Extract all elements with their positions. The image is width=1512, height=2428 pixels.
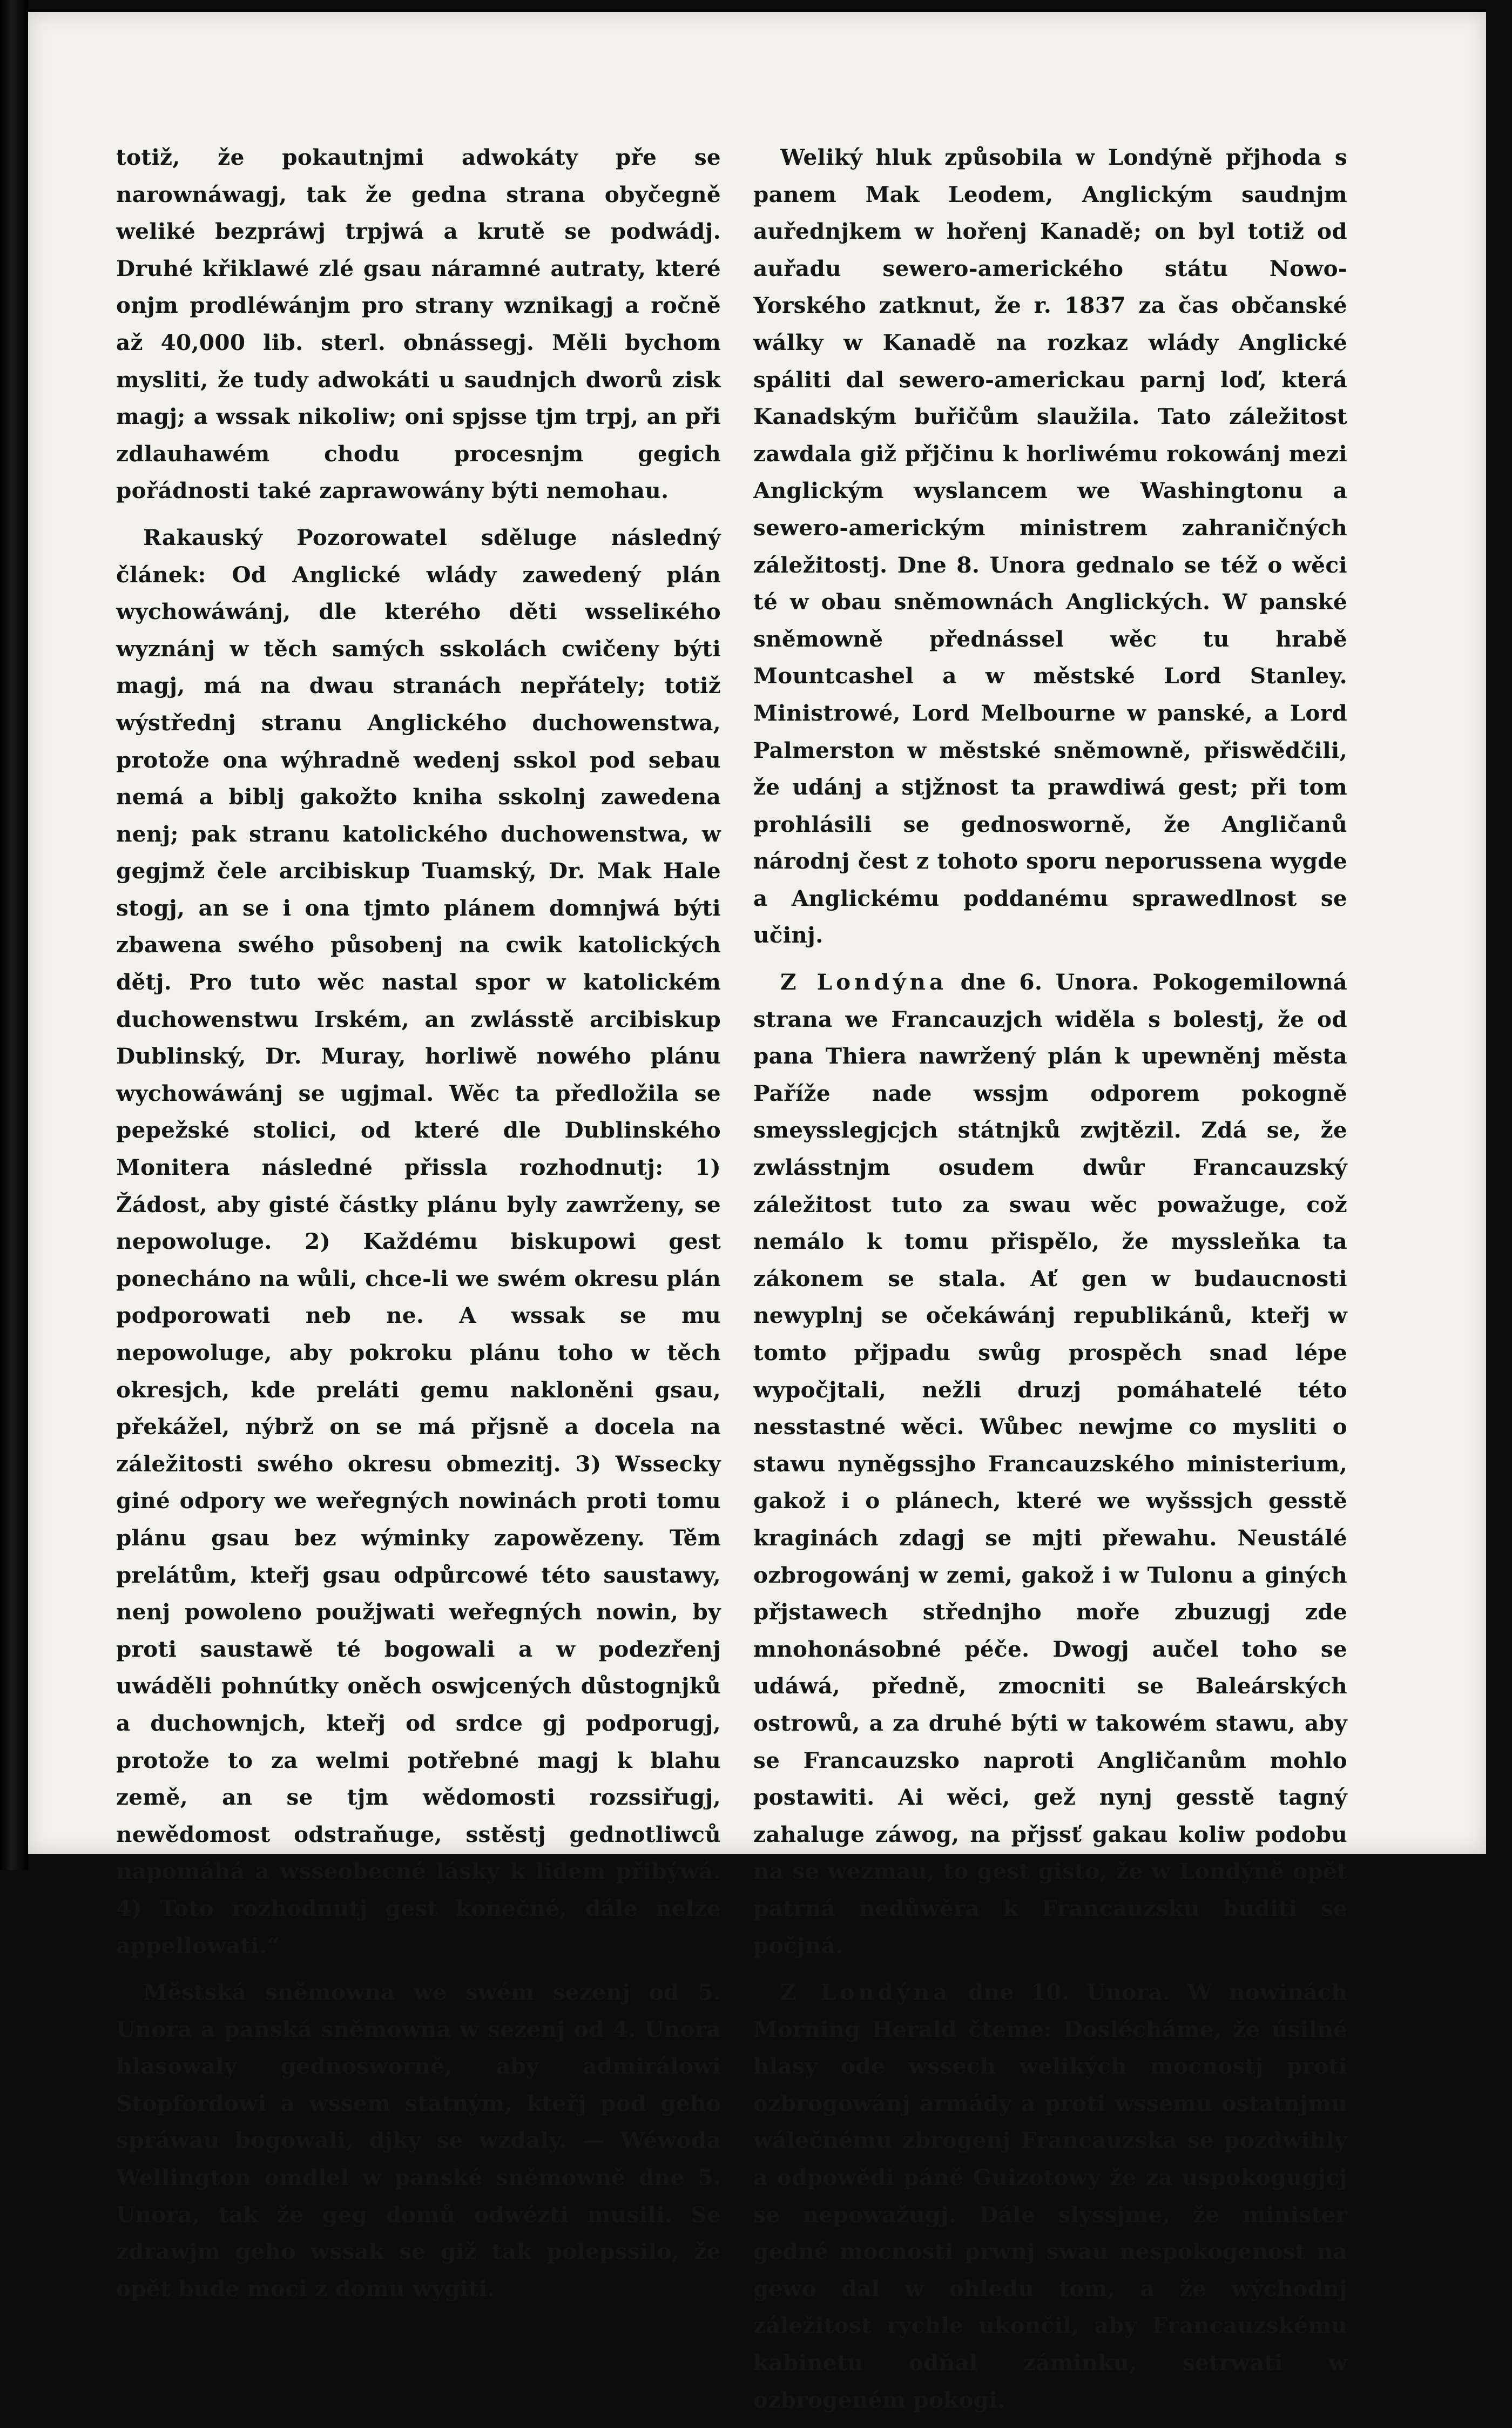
right-column [753,139,1347,2428]
newspaper-page [28,12,1486,2413]
dateline-place: Z Londýna [780,1979,951,2006]
article-paragraph: Weliký hluk způsobila w Londýně přjhoda s panem Mak Leodem, Anglickým saudnjm auřednjkem w hořenj Kanadě; on byl totiž od auřadu sewero-amerického státu Nowo-Yorského zatknut, že r. 1837 za čas občanské wálky w Kanadě na rozkaz wlády Anglické spáliti dal sewero-americkau parnj loď, která Kanadským buřičům slaužila. Tato záležitost zawdala giž přjčinu k horliwému rokowánj mezi Anglickým wyslancem we Washingtonu a sewero-americkým ministrem zahraničných záležitostj. Dne 8. Unora gednalo se též o wěci té w obau sněmownách Anglických. W panské sněmowně přednássel wěc tu hrabě Mountcashel a w městské Lord Stanley. Ministrowé, Lord Melbourne w panské, a Lord Palmerston w městské sněmowně, přiswědčili, že udánj a stjžnost ta prawdiwá gest; při tom prohlásili se gednosworně, že Angličanů národnj čest z tohoto sporu neporussena wygde a Anglickému poddanému sprawedlnost se učinj. [753,144,1347,949]
left-column [116,139,721,2317]
article-paragraph [753,1974,1347,2418]
article-paragraph: totiž, že pokautnjmi adwokáty pře se narownáwagj, tak že gedna strana obyčegně weliké bezpráwj trpjwá a krutě se podwádj. Druhé křiklawé zlé gsau náramné autraty, které onjm prodléwánjm pro strany wznikagj a ročně až 40,000 lib. sterl. obnássegj. Měli bychom mysliti, že tudy adwokáti u saudnjch dworů zisk magj; a wssak nikoliw; oni spjsse tjm trpj, an při zdlauhawém chodu procesnjm gegich pořádnosti také zaprawowány býti nemohau. [116,144,721,504]
article-paragraph [753,964,1347,1964]
dateline-place: Z Londýna [780,969,948,996]
scan-left-edge [0,0,28,1870]
paragraph-body: dne 6. Unora. Pokogemilowná strana we Francauzjch widěla s bolestj, že od pana Thiera nawržený plán k upewněnj města Paříže nade wssjm odporem pokogně smeysslegjcjch státnjků zwjtězil. Zdá se, že zwlásstnjm osudem dwůr Francauzský záležitost tuto za swau wěc powažuge, což nemálo k tomu přispělo, že myssleňka ta zákonem se stala. Ať gen w budaucnosti newyplnj se očekáwánj republikánů, kteřj w tomto přjpadu swůg prospěch snad lépe wypočjtali, nežli druzj pomáhatelé této nesstastné wěci. Wůbec newjme co mysliti o stawu nyněgssjho Francauzského ministerium, gakož i o plánech, které we wyšssjch gesstě kraginách zdagj se mjti přewahu. Neustálé ozbrogowánj w zemi, gakož i w Tulonu a giných přjstawech střednjho moře zbuzugj zde mnohonásobné péče. Dwogj aučel toho se udáwá, předně, zmocniti se Baleárských ostrowů, a za druhé býti w takowém stawu, aby se Francauzsko naproti Angličanům mohlo postawiti. Ai wěci, gež nynj gesstě tagný zahaluge záwog, na přjssť gakau koliw podobu na se wezmau, to gest gisto, že w Londýně opět patrná nedůwěra k Francauzsku buditi se počjná. [753,969,1348,1959]
article-paragraph: Městská sněmowna we swém sezenj od 5. Unora a panská sněmowna w sezenj od 4. Unora hlasowaly gednosworně, aby admirálowi Stopfordowi a wssem statným, kteřj pod geho spráwau bogowali, djky se wzdaly. — Wéwoda Wellington omdlel w panské sněmowně dne 5. Unora, tak že geg domů odwézti musili. Se zdrawjm geho wssak se giž tak polepssilo, že opět bude moci z domu wygiti. [116,1979,721,2302]
paragraph-body: dne 10. Unora. W nowinách Morning Herald čteme: Doslécháme, že úsilné hlasy ode wssech welikých mocnostj proti ozbrogowánj armády a proti wssemu ostatnjmu wálečnému zbrogenj Francauzska se pozdwihly a odpowědi páně Guizotowy že za uspokogugjcj se nepowažugj. Dále slyssjme, že minister gedné mocnosti prwnj swau nespokogenost na gewo dal w ohledu tom, a že wýchodnj záležitost rychle ukončil, aby Francauzskému kabinetu odňal záminku, setrwati w ozbrogeném pokogi. [753,1979,1347,2413]
article-paragraph: Rakauský Pozorowatel sděluge následný článek: Od Anglické wlády zawedený plán wychowáwánj, dle kterého děti wsseliкého wyznánj w těch samých sskolách cwičeny býti magj, má na dwau stranách nepřátely; totiž wýstřednj stranu Anglického duchowenstwa, protože ona wýhradně wedenj sskol pod sebau nemá a biblj gakožto kniha sskolnj zawedena nenj; pak stranu katolického duchowenstwa, w gegjmž čele arcibiskup Tuamský, Dr. Mak Hale stogj, an se i ona tjmto plánem domnjwá býti zbawena swého působenj na cwik katolických dětj. Pro tuto wěc nastal spor w katolickém duchowenstwu Irském, an zwlásstě arcibiskup Dublinský, Dr. Muray, horliwě nowého plánu wychowáwánj se ugjmal. Wěc ta předložila se pepežské stolici, od které dle Dublinského Monitera následné přissla rozhodnutj: 1) Žádost, aby gisté částky plánu byly zawrženy, se nepowoluge. 2) Každému biskupowi gest ponecháno na wůli, chce-li we swém okresu plán podporowati neb ne. A wssak se mu nepowoluge, aby pokroku plánu toho w těch okresjch, kde preláti gemu nakloněni gsau, překážel, nýbrž on se má přjsně a docela na záležitosti swého okresu obmezitj. 3) Wssecky giné odpory we weřegných nowinách proti tomu plánu gsau bez wýminky zapowězeny. Těm prelátům, kteřj gsau odpůrcowé této saustawy, nenj powoleno použjwati weřegných nowin, by proti saustawě té bogowali a w podezřenj uwáděli pohnútky oněch oswjcených důstognjků a duchownjch, kteřj od srdce gj podporugj, protože to za welmi potřebné magj k blahu země, an se tjm wědomosti rozssiřugj, newědomost odstraňuge, sstěstj gednotliwců napomáhá a wsseobecné lásky k lidem přibýwá. 4) Toto rozhodnutj gest konečné, dále nelze appellowati.“ [116,524,721,1959]
